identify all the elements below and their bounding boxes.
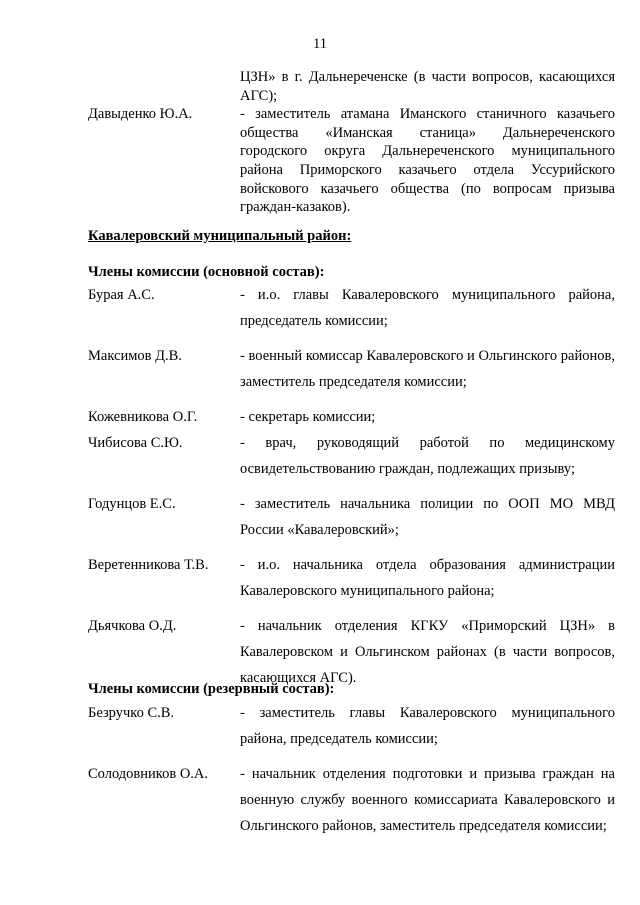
- member-description: - секретарь комиссии;: [240, 409, 376, 425]
- member-row: [0, 343, 640, 395]
- member-row: [0, 404, 640, 430]
- member-name: Солодовников О.А.: [88, 766, 209, 782]
- member-row: [0, 68, 640, 105]
- main-composition-heading: Члены комиссии (основной состав):: [88, 264, 325, 280]
- page-number: 11: [313, 36, 327, 52]
- member-description: - и.о. начальника отдела образования администрации Кавалеровского муниципального района;: [240, 557, 615, 599]
- district-heading: Кавалеровский муниципальный район:: [88, 228, 352, 244]
- member-description: - заместитель главы Кавалеровского муниципального района, председатель комиссии;: [240, 705, 615, 747]
- member-name: Бурая А.С.: [88, 287, 155, 303]
- member-description: - начальник отделения КГКУ «Приморский ЦЗН» в Кавалеровском и Ольгинском районах (в части вопросов, касающихся АГС).: [240, 618, 615, 686]
- member-name: Веретенникова Т.В.: [88, 557, 209, 573]
- member-description: - заместитель атамана Иманского станичного казачьего общества «Иманская станица» Дальнереченского городского округа Дальнереченского муниципального района Приморского казачьего отдела Уссурийского войскового казачьего общества (по вопросам призыва граждан-казаков).: [240, 106, 615, 216]
- member-name: Чибисова С.Ю.: [88, 435, 183, 451]
- member-row: [0, 552, 640, 604]
- member-description: - военный комиссар Кавалеровского и Ольгинского районов, заместитель председателя комиссии;: [240, 348, 615, 390]
- member-row: [0, 613, 640, 691]
- member-description: - врач, руководящий работой по медицинскому освидетельствованию граждан, подлежащих призыву;: [240, 435, 615, 477]
- member-description: - заместитель начальника полиции по ООП МО МВД России «Кавалеровский»;: [240, 496, 615, 538]
- member-name: Максимов Д.В.: [88, 348, 182, 364]
- member-name: Дьячкова О.Д.: [88, 618, 177, 634]
- member-row: [0, 700, 640, 752]
- member-row: [0, 491, 640, 543]
- member-row: [0, 282, 640, 334]
- member-name: Годунцов Е.С.: [88, 496, 176, 512]
- member-name: Безручко С.В.: [88, 705, 175, 721]
- member-row: [0, 430, 640, 482]
- member-name: Давыденко Ю.А.: [88, 106, 193, 123]
- member-description: - начальник отделения подготовки и призыва граждан на военную службу военного комиссариата Кавалеровского и Ольгинского районов, заместитель председателя комиссии;: [240, 766, 615, 834]
- member-description: ЦЗН» в г. Дальнереченске (в части вопросов, касающихся АГС);: [240, 69, 615, 104]
- member-row: [0, 105, 640, 217]
- member-description: - и.о. главы Кавалеровского муниципального района, председатель комиссии;: [240, 287, 615, 329]
- continued-members: [0, 68, 640, 217]
- reserve-composition-heading: Члены комиссии (резервный состав):: [88, 681, 335, 697]
- member-name: Кожевникова О.Г.: [88, 409, 198, 425]
- main-members-list: [0, 282, 640, 691]
- member-row: [0, 761, 640, 839]
- reserve-members-list: [0, 700, 640, 839]
